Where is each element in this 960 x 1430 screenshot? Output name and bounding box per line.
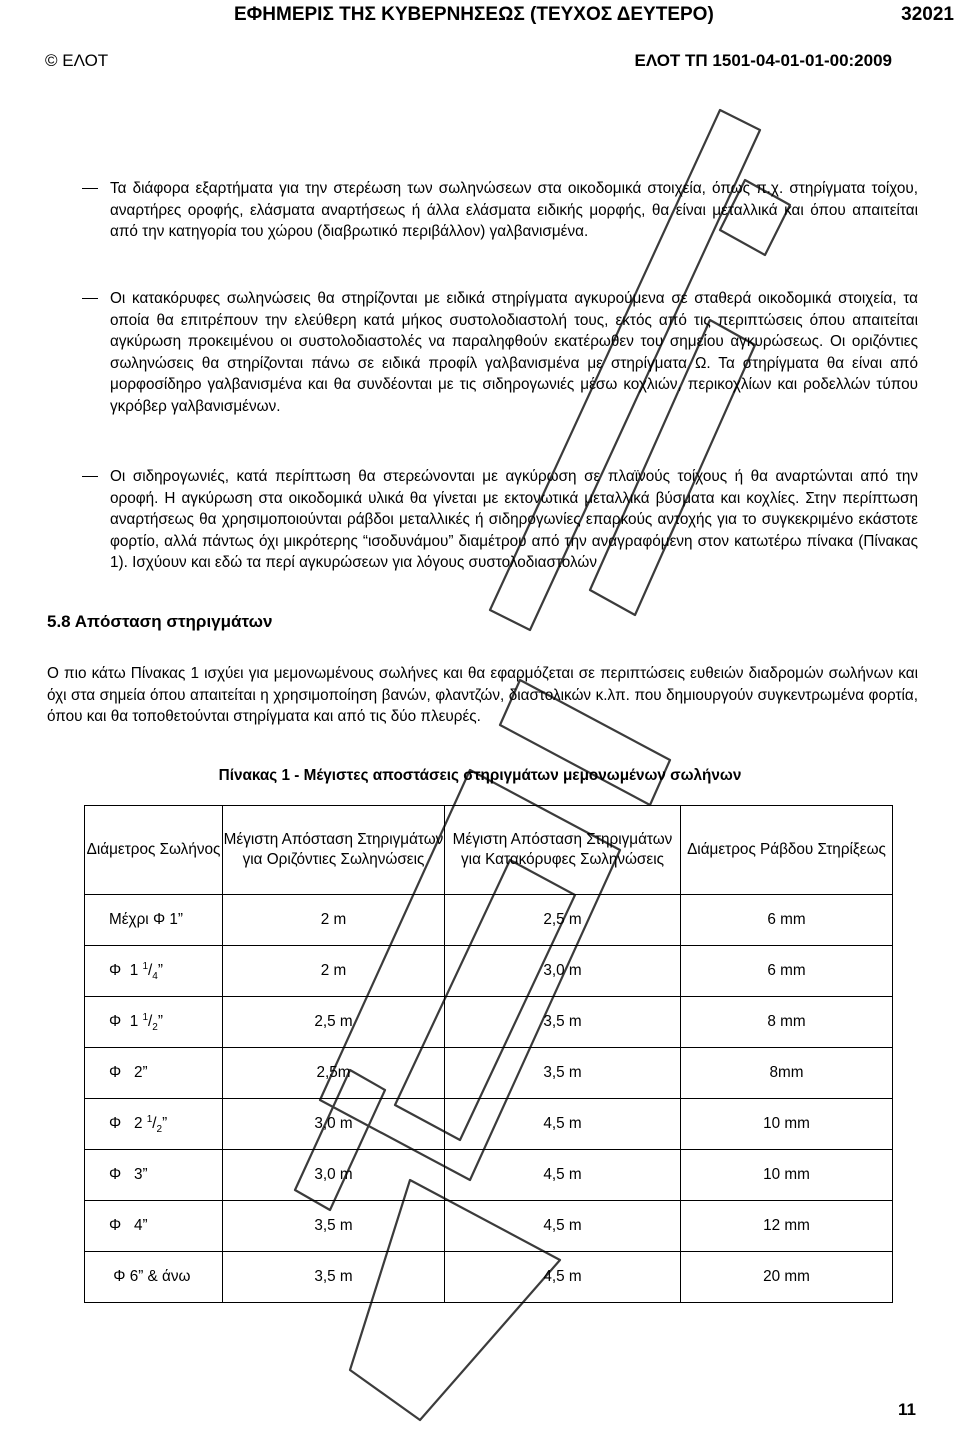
cell-horizontal-distance: 2 m <box>223 946 445 997</box>
copyright-org: © ΕΛΟΤ <box>45 51 109 70</box>
cell-horizontal-distance: 2 m <box>223 895 445 946</box>
dash-icon <box>82 476 98 477</box>
bullet-text: Τα διάφορα εξαρτήματα για την στερέωση των σωληνώσεων στα οικοδομικά στοιχεία, όπως π.χ. στηρίγματα τοίχου, αναρτήρες οροφής, ελάσματα αναρτήσεως ή άλλα ελάσματα ειδικής μορφής, θα είναι μεταλλικά και όπου απαιτείται από την κατηγορία του χώρου (διαβρωτικό περιβάλλον) γαλβανισμένα. <box>110 180 918 241</box>
cell-rod-diameter: 8 mm <box>681 997 893 1048</box>
cell-pipe-diameter: Φ 6” & άνω <box>85 1252 223 1303</box>
dash-icon <box>82 298 98 299</box>
cell-horizontal-distance: 2,5m <box>223 1048 445 1099</box>
table-row <box>85 946 893 997</box>
header-vertical-distance: Μέγιστη Απόσταση Στηριγμάτων για Κατακόρυφες Σωληνώσεις <box>445 806 681 895</box>
cell-rod-diameter: 8mm <box>681 1048 893 1099</box>
header-pipe-diameter: Διάμετρος Σωλήνος <box>85 806 223 895</box>
cell-horizontal-distance: 3,5 m <box>223 1201 445 1252</box>
page-number: 11 <box>898 1400 916 1419</box>
bullet-vertical-piping <box>110 288 918 418</box>
cell-vertical-distance: 4,5 m <box>445 1099 681 1150</box>
cell-horizontal-distance: 3,0 m <box>223 1099 445 1150</box>
page-header <box>0 3 960 29</box>
cell-vertical-distance: 4,5 m <box>445 1252 681 1303</box>
cell-rod-diameter: 6 mm <box>681 895 893 946</box>
table-row <box>85 895 893 946</box>
cell-pipe-diameter: Φ 3” <box>85 1150 223 1201</box>
table-row <box>85 1099 893 1150</box>
cell-rod-diameter: 12 mm <box>681 1201 893 1252</box>
cell-vertical-distance: 4,5 m <box>445 1201 681 1252</box>
cell-vertical-distance: 3,5 m <box>445 997 681 1048</box>
cell-rod-diameter: 10 mm <box>681 1150 893 1201</box>
cell-horizontal-distance: 2,5 m <box>223 997 445 1048</box>
cell-pipe-diameter: Μέχρι Φ 1” <box>85 895 223 946</box>
cell-vertical-distance: 4,5 m <box>445 1150 681 1201</box>
cell-rod-diameter: 10 mm <box>681 1099 893 1150</box>
standard-code: ΕΛΟΤ ΤΠ 1501-04-01-01-00:2009 <box>634 51 892 70</box>
cell-vertical-distance: 3,5 m <box>445 1048 681 1099</box>
bullet-fastening-parts <box>110 178 918 243</box>
cell-rod-diameter: 6 mm <box>681 946 893 997</box>
bullet-text: Οι κατακόρυφες σωληνώσεις θα στηρίζονται με ειδικά στηρίγματα αγκυρούμενα σε σταθερά οικοδομικά στοιχεία, τα οποία θα επιτρέπουν την ελεύθερη κατά μήκος συστολοδιαστολή τους, εκτός από τις περιπτώσεις όπου απαιτείται αγκύρωση προκειμένου οι συστολοδιαστολές να παραληφθούν εκατέρωθεν του σημείου αγκυρώσεως. Οι οριζόντιες σωληνώσεις θα στηρίζονται πάνω σε ειδικά προφίλ γαλβανισμένα με στηρίγματα Ω. Τα στηρίγματα θα είναι από μορφοσίδηρο γαλβανισμένα και θα συνδέονται με τις σιδηρογωνιές μέσω κοχλιών, περικοχλίων και ροδελλών τύπου γκρόβερ γαλβανισμένων. <box>110 290 918 415</box>
gazette-page-reference: 32021 <box>901 4 954 25</box>
dash-icon <box>82 188 98 189</box>
cell-vertical-distance: 2,5 m <box>445 895 681 946</box>
cell-rod-diameter: 20 mm <box>681 1252 893 1303</box>
cell-horizontal-distance: 3,5 m <box>223 1252 445 1303</box>
cell-pipe-diameter: Φ 2 $^1/_2$” <box>85 1099 223 1150</box>
table-caption: Πίνακας 1 - Μέγιστες αποστάσεις στηριγμάτων μεμονωμένων σωλήνων <box>218 767 742 784</box>
table-row <box>85 1048 893 1099</box>
cell-pipe-diameter: Φ 2” <box>85 1048 223 1099</box>
header-rod-diameter: Διάμετρος Ράβδου Στηρίξεως <box>681 806 893 895</box>
cell-pipe-diameter: Φ 1 $^1/_4$” <box>85 946 223 997</box>
header-horizontal-distance: Μέγιστη Απόσταση Στηριγμάτων για Οριζόντιες Σωληνώσεις <box>223 806 445 895</box>
page-subheader <box>0 50 960 74</box>
gazette-title: ΕΦΗΜΕΡΙΣ ΤΗΣ ΚΥΒΕΡΝΗΣΕΩΣ (ΤΕΥΧΟΣ ΔΕΥΤΕΡΟ) <box>234 4 714 25</box>
support-distance-table <box>84 805 893 1303</box>
cell-pipe-diameter: Φ 1 $^1/_2$” <box>85 997 223 1048</box>
table-row <box>85 1201 893 1252</box>
section-paragraph: Ο πιο κάτω Πίνακας 1 ισχύει για μεμονωμένους σωλήνες και θα εφαρμόζεται σε περιπτώσεις ευθειών διαδρομών σωλήνων και όχι στα σημεία όπου απαιτείται η χρησιμοποίηση βανών, φλαντζών, διαστολικών κ.λπ. που δημιουργούν συγκεντρωμένα φορτία, όπου και θα τοποθετούνται στηρίγματα και από τις δύο πλευρές. <box>47 665 918 726</box>
cell-pipe-diameter: Φ 4” <box>85 1201 223 1252</box>
bullet-text: Οι σιδηρογωνιές, κατά περίπτωση θα στερεώνονται με αγκύρωση σε πλαϊνούς τοίχους ή θα αναρτώνται από την οροφή. Η αγκύρωση στα οικοδομικά υλικά θα γίνεται με εκτονωτικά μεταλλικά βύσματα και κοχλίες. Στην περίπτωση αναρτήσεως θα χρησιμοποιούνται ράβδοι μεταλλικές ή σιδηρογωνίες επαρκούς αντοχής για το συγκεκριμένο εκάστοτε φορτίο, αλλά πάντως όχι μικρότερης “ισοδυνάμου” διαμέτρου από την αναγραφόμενη στον κατωτέρω πίνακα (Πίνακας 1). Ισχύουν και εδώ τα περί αγκυρώσεων για λόγους συστολοδιαστολών <box>110 468 918 572</box>
section-heading: 5.8 Απόσταση στηριγμάτων <box>47 612 273 631</box>
cell-vertical-distance: 3,0 m <box>445 946 681 997</box>
table-row <box>85 1252 893 1303</box>
table-row <box>85 1150 893 1201</box>
table-header-row <box>85 806 893 895</box>
cell-horizontal-distance: 3,0 m <box>223 1150 445 1201</box>
table-row <box>85 997 893 1048</box>
bullet-angle-irons <box>110 466 918 574</box>
